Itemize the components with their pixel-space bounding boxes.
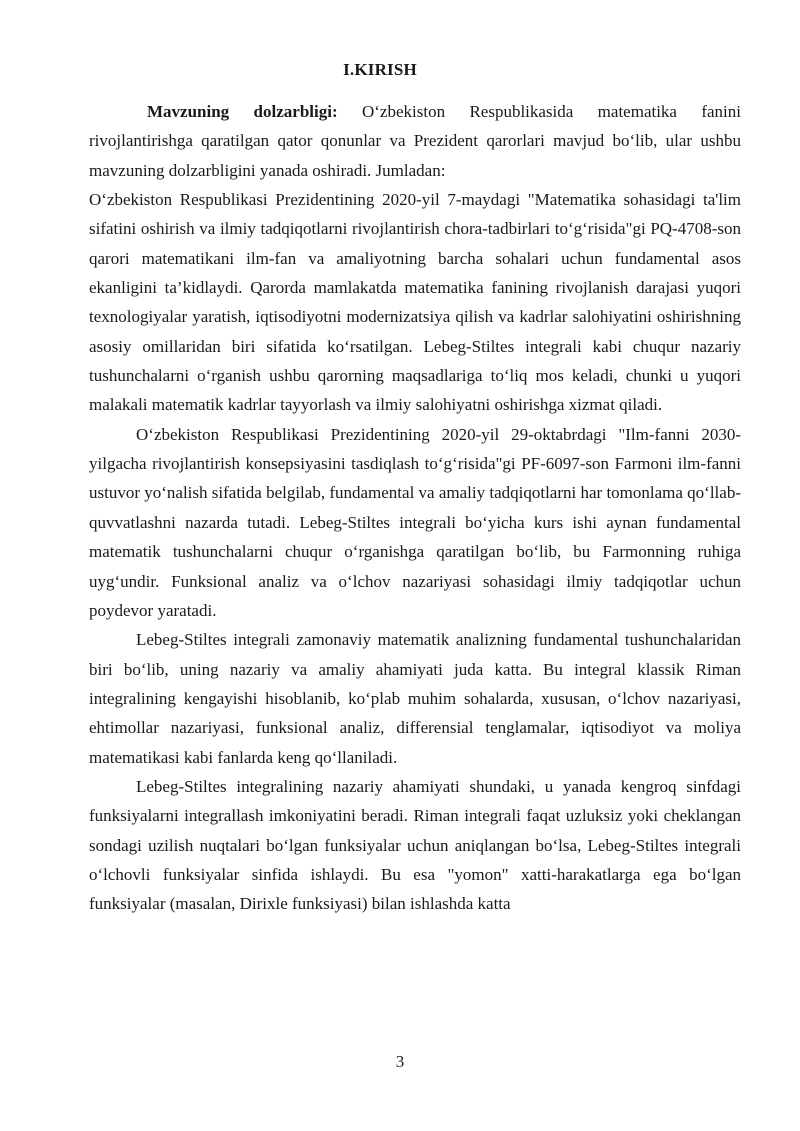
body-text xyxy=(89,97,741,919)
intro-paragraph xyxy=(89,97,741,185)
section-heading: I.KIRISH xyxy=(343,60,417,79)
intro-text: O‘zbekiston Respublikasida matematika fanini rivojlantirishga qaratilgan qator qonunlar va Prezident qarorlari mavjud bo‘lib, ular ushbu mavzuning dolzarbligini yanada oshiradi. Jumladan: xyxy=(89,102,742,180)
page-number: 3 xyxy=(395,1052,405,1071)
paragraph-decree-pf6097: O‘zbekiston Respublikasi Prezidentining 2020-yil 29-oktabrdagi "Ilm-fanni 2030-yilgacha rivojlantirish konsepsiyasini tasdiqlash to‘g‘risida"gi PF-6097-son Farmoni ilm-fanni ustuvor yo‘nalish sifatida belgilab, fundamental va amaliy tadqiqotlarni har tomonlama qo‘llab-quvvatlashni nazarda tutadi. Lebeg-Stiltes integrali bo‘yicha kurs ishi aynan fundamental matematik tushunchalarni chuqur o‘rganishga qaratilgan bo‘lib, bu Farmonning ruhiga uyg‘undir. Funksional analiz va o‘lchov nazariyasi sohasidagi ilmiy tadqiqotlar uchun poydevor yaratadi. xyxy=(89,424,741,620)
paragraph-decree-pq4708: O‘zbekiston Respublikasi Prezidentining 2020-yil 7-maydagi "Matematika sohasidagi ta'lim sifatini oshirish va ilmiy tadqiqotlarni rivojlantirish chora-tadbirlari to‘g‘risida"gi PQ-4708-son qarori matematikani ilm-fan va amaliyotning barcha sohalari uchun fundamental asos ekanligini ta’kidlaydi. Qarorda mamlakatda matematika fanining rivojlanish darajasi yuqori texnologiyalar yaratish, iqtisodiyotni modernizatsiya qilish va kadrlar salohiyatini oshirishning asosiy omillaridan biri sifatida ko‘rsatilgan. Lebeg-Stiltes integrali kabi chuqur nazariy tushunchalarni o‘rganish ushbu qarorning maqsadlariga to‘liq mos keladi, chunki u yuqori malakali matematik kadrlar tayyorlash va ilmiy salohiyatni oshirishga xizmat qiladi. xyxy=(89,190,741,415)
paragraph-integral-importance: Lebeg-Stiltes integrali zamonaviy matematik analizning fundamental tushunchalaridan biri bo‘lib, uning nazariy va amaliy ahamiyati juda katta. Bu integral klassik Riman integralining kengayishi hisoblanib, ko‘plab muhim sohalarda, xususan, o‘lchov nazariyasi, ehtimollar nazariyasi, funksional analiz, differensial tenglamalar, iqtisodiyot va moliya matematikasi kabi fanlarda keng qo‘llaniladi. xyxy=(89,630,741,767)
intro-lead: Mavzuning dolzarbligi: xyxy=(147,102,338,121)
paragraph-theoretical-significance: Lebeg-Stiltes integralining nazariy ahamiyati shundaki, u yanada kengroq sinfdagi funksiyalarni integrallash imkoniyatini beradi. Riman integrali faqat uzluksiz yoki cheklangan sondagi uzilish nuqtalari bo‘lgan funksiyalar uchun aniqlangan bo‘lsa, Lebeg-Stiltes integrali o‘lchovli funksiyalar sinfida ishlaydi. Bu esa "yomon" xatti-harakatlarga ega bo‘lgan funksiyalar (masalan, Dirixle funksiyasi) bilan ishlashda katta xyxy=(89,776,741,914)
